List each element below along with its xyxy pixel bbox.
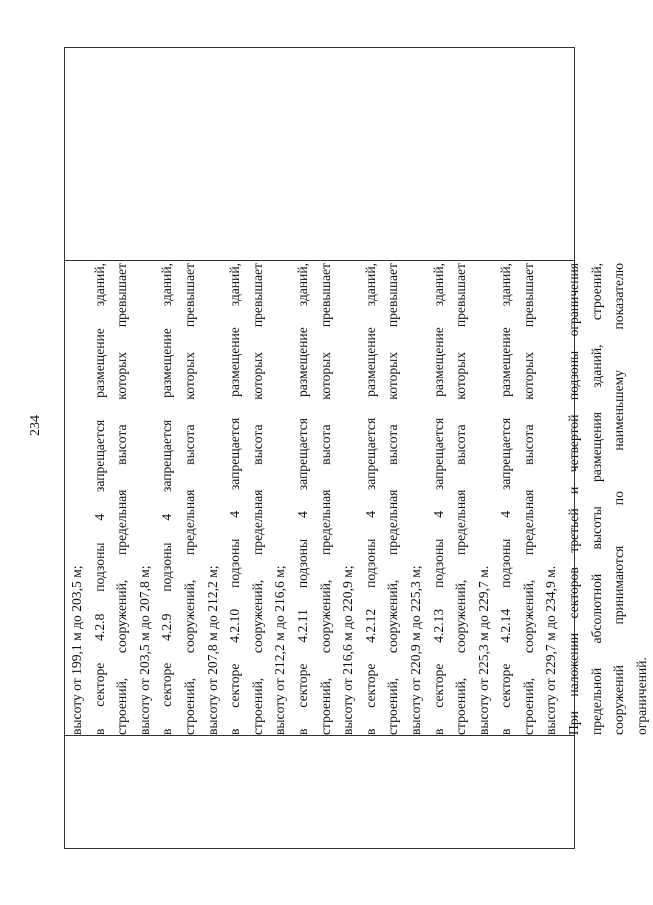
text-line: При наложении секторов третьей и четвертой подзоны ограничения (566, 263, 582, 735)
text-line: высоту от 229,7 м до 234,9 м. (543, 565, 559, 735)
text-line: в секторе 4.2.14 подзоны 4 запрещается размещение зданий, (498, 263, 514, 735)
text-line: в секторе 4.2.10 подзоны 4 запрещается размещение зданий, (227, 263, 243, 735)
text-line: в секторе 4.2.9 подзоны 4 запрещается размещение зданий, (159, 263, 175, 735)
text-line: ограничений. (633, 657, 649, 735)
page-number: 234 (28, 415, 43, 436)
text-line: в секторе 4.2.11 подзоны 4 запрещается размещение зданий, (294, 263, 310, 735)
text-line: высоту от 220,9 м до 225,3 м; (407, 565, 423, 735)
text-line: в секторе 4.2.8 подзоны 4 запрещается размещение зданий, (91, 263, 107, 735)
text-line: высоту от 212,2 м до 216,6 м; (272, 565, 288, 735)
text-line: в секторе 4.2.13 подзоны 4 запрещается размещение зданий, (430, 263, 446, 735)
text-line: предельной абсолютной высоты размещения зданий, строений, (588, 263, 604, 735)
text-line: строений, сооружений, предельная высота которых превышает (520, 263, 536, 735)
text-line: высоту от 225,3 м до 229,7 м. (475, 565, 491, 735)
text-line: высоту от 199,1 м до 203,5 м; (69, 565, 84, 735)
text-line: высоту от 207,8 м до 212,2 м; (204, 565, 220, 735)
text-line: строений, сооружений, предельная высота которых превышает (181, 263, 197, 735)
restriction-text-cell (66, 263, 653, 735)
text-line: сооружений принимаются по наименьшему показателю (611, 263, 627, 735)
text-line: в секторе 4.2.12 подзоны 4 запрещается размещение зданий, (362, 263, 378, 735)
text-line: высоту от 216,6 м до 220,9 м; (340, 565, 356, 735)
text-line: строений, сооружений, предельная высота которых превышает (453, 263, 469, 735)
text-line: высоту от 203,5 м до 207,8 м; (136, 565, 152, 735)
text-line: строений, сооружений, предельная высота которых превышает (385, 263, 401, 735)
rotated-table-content (64, 260, 649, 735)
text-line: строений, сооружений, предельная высота которых превышает (249, 263, 265, 735)
table-row-divider-bottom (64, 735, 575, 736)
text-line: строений, сооружений, предельная высота которых превышает (317, 263, 333, 735)
text-line: строений, сооружений, предельная высота которых превышает (114, 263, 130, 735)
